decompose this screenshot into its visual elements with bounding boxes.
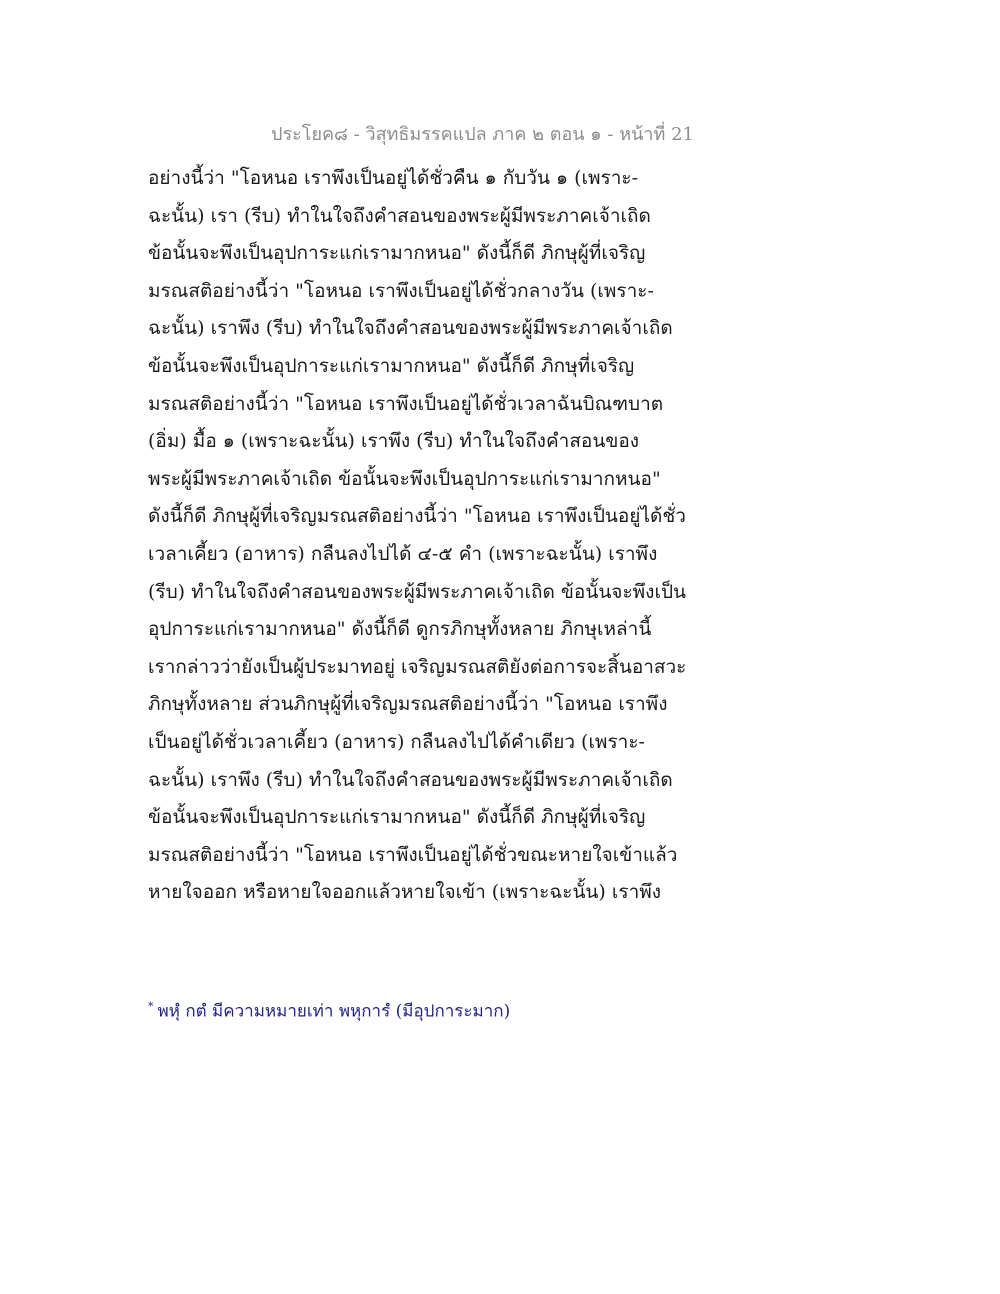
body-line: ข้อนั้นจะพึงเป็นอุปการะแก่เรามากหนอ" ดังนี้ก็ดี ภิกษุผู้ที่เจริญ — [148, 806, 646, 829]
body-line: พระผู้มีพระภาคเจ้าเถิด ข้อนั้นจะพึงเป็นอุปการะแก่เรามากหนอ" — [148, 467, 661, 490]
body-line: ภิกษุทั้งหลาย ส่วนภิกษุผู้ที่เจริญมรณสติอย่างนี้ว่า "โอหนอ เราพึง — [148, 693, 668, 716]
running-header: ประโยค๘ - วิสุทธิมรรคแปล ภาค ๒ ตอน ๑ - หน้าที่ 21 — [271, 124, 694, 145]
body-line: มรณสติอย่างนี้ว่า "โอหนอ เราพึงเป็นอยู่ได้ชั่วกลางวัน (เพราะ- — [148, 279, 654, 302]
body-line: (รีบ) ทำในใจถึงคำสอนของพระผู้มีพระภาคเจ้าเถิด ข้อนั้นจะพึงเป็น — [148, 580, 686, 603]
body-line: ฉะนั้น) เรา (รีบ) ทำในใจถึงคำสอนของพระผู้มีพระภาคเจ้าเถิด — [148, 204, 651, 227]
body-line: อุปการะแก่เรามากหนอ" ดังนี้ก็ดี ดูกรภิกษุทั้งหลาย ภิกษุเหล่านี้ — [148, 618, 652, 641]
body-line: เป็นอยู่ได้ชั่วเวลาเคี้ยว (อาหาร) กลืนลงไปได้คำเดียว (เพราะ- — [148, 730, 645, 753]
body-line: มรณสติอย่างนี้ว่า "โอหนอ เราพึงเป็นอยู่ได้ชั่วขณะหายใจเข้าแล้ว — [148, 843, 678, 866]
body-line: มรณสติอย่างนี้ว่า "โอหนอ เราพึงเป็นอยู่ได้ชั่วเวลาฉันบิณฑบาต — [148, 392, 664, 415]
body-line: ข้อนั้นจะพึงเป็นอุปการะแก่เรามากหนอ" ดังนี้ก็ดี ภิกษุที่เจริญ — [148, 354, 635, 377]
body-line: เวลาเคี้ยว (อาหาร) กลืนลงไปได้ ๔-๕ คำ (เพราะฉะนั้น) เราพึง — [148, 542, 658, 565]
body-line: อย่างนี้ว่า "โอหนอ เราพึงเป็นอยู่ได้ชั่วคืน ๑ กับวัน ๑ (เพราะ- — [148, 167, 639, 189]
body-line: หายใจออก หรือหายใจออกแล้วหายใจเข้า (เพราะฉะนั้น) เราพึง — [148, 881, 662, 904]
body-line: ฉะนั้น) เราพึง (รีบ) ทำในใจถึงคำสอนของพระผู้มีพระภาคเจ้าเถิด — [148, 317, 673, 340]
footnote-text: พหุํ กตํ มีความหมายเท่า พหุการํ (มีอุปการะมาก) — [157, 1001, 511, 1022]
body-line: (อิ่ม) มื้อ ๑ (เพราะฉะนั้น) เราพึง (รีบ) ทำในใจถึงคำสอนของ — [148, 430, 640, 453]
body-line: เรากล่าวว่ายังเป็นผู้ประมาทอยู่ เจริญมรณสติยังต่อการจะสิ้นอาสวะ — [148, 655, 687, 678]
body-line: ฉะนั้น) เราพึง (รีบ) ทำในใจถึงคำสอนของพระผู้มีพระภาคเจ้าเถิด — [148, 768, 673, 791]
body-text — [148, 160, 708, 912]
footnote-mark: * — [148, 1000, 154, 1013]
body-line: ข้อนั้นจะพึงเป็นอุปการะแก่เรามากหนอ" ดังนี้ก็ดี ภิกษุผู้ที่เจริญ — [148, 242, 646, 265]
body-line: ดังนี้ก็ดี ภิกษุผู้ที่เจริญมรณสติอย่างนี้ว่า "โอหนอ เราพึงเป็นอยู่ได้ชั่ว — [148, 505, 686, 528]
footnote — [148, 994, 510, 1025]
